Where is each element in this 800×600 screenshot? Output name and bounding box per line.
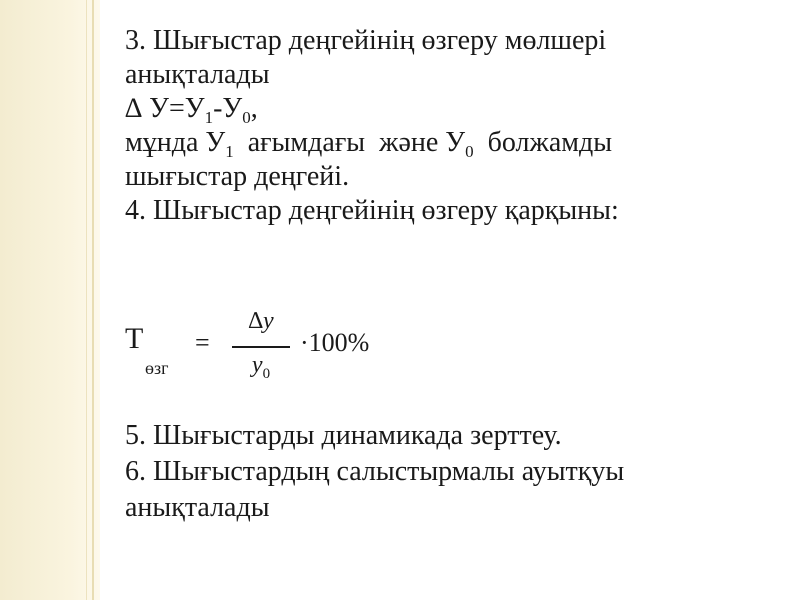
delta-formula-line — [125, 92, 785, 126]
formula-denominator — [230, 352, 292, 382]
text-line: анықталады — [125, 492, 270, 523]
text-line: 4. Шығыстар деңгейінің өзгеру қарқыны: — [125, 195, 619, 226]
subscript: 1 — [225, 142, 234, 161]
text-line: шығыстар деңгейі. — [125, 161, 350, 192]
slide-body-lower — [125, 418, 785, 526]
text-line: 5. Шығыстарды динамикада зерттеу. — [125, 420, 562, 451]
definition-line — [125, 126, 785, 160]
definition-suffix: болжамды — [473, 127, 613, 158]
formula-numerator: ∆y — [248, 308, 274, 334]
slide-body-upper — [125, 24, 785, 228]
band-rule — [92, 0, 94, 600]
growth-rate-formula — [125, 308, 525, 388]
subscript: 0 — [465, 142, 474, 161]
formula-lhs: T — [125, 322, 144, 355]
comma: , — [250, 93, 258, 124]
subscript: 1 — [204, 108, 214, 127]
fraction-bar — [232, 346, 290, 348]
text-line: 3. Шығыстар деңгейінің өзгеру мөлшері — [125, 25, 607, 56]
definition-middle: ағымдағы және У — [233, 127, 466, 158]
denominator-base: y — [251, 352, 263, 378]
subscript: 0 — [242, 108, 251, 127]
delta-u: ∆ У=У — [125, 93, 205, 124]
decorative-side-band — [0, 0, 100, 600]
band-rule — [86, 0, 87, 600]
formula-equals: = — [195, 328, 210, 357]
formula-rhs: ·100% — [300, 328, 370, 357]
formula-lhs-subscript: өзг — [145, 358, 169, 378]
minus-u: -У — [213, 93, 243, 124]
denominator-subscript: 0 — [262, 366, 271, 382]
formula-fraction — [230, 308, 292, 388]
definition-prefix: мұнда У — [125, 127, 226, 158]
text-line: 6. Шығыстардың салыстырмалы ауытқуы — [125, 456, 625, 487]
text-line: анықталады — [125, 59, 270, 90]
